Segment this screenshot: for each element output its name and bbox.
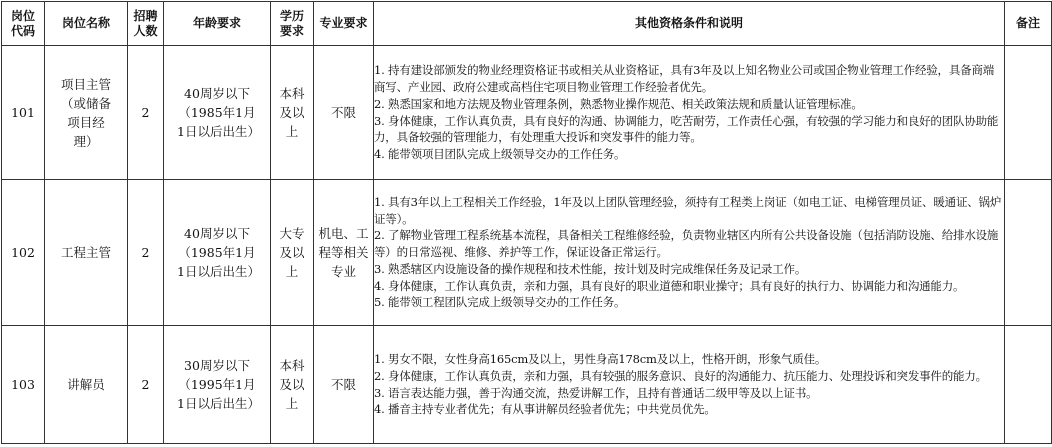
table-row <box>2 326 1052 444</box>
header-count: 招聘人数 <box>128 2 164 46</box>
cell-code: 101 <box>2 46 45 180</box>
table-row <box>2 46 1052 180</box>
cell-requirements <box>374 180 1005 326</box>
cell-age: 40周岁以下（1985年1月1日以后出生） <box>164 180 271 326</box>
header-edu: 学历要求 <box>271 2 314 46</box>
cell-major: 机电、工程等相关专业 <box>314 180 374 326</box>
cell-code: 102 <box>2 180 45 326</box>
cell-name: 讲解员 <box>45 326 128 444</box>
requirement-item: 3. 熟悉辖区内设施设备的操作规程和技术性能，按计划及时完成维保任务及记录工作。 <box>374 261 807 276</box>
header-name: 岗位名称 <box>45 2 128 46</box>
cell-count: 2 <box>128 180 164 326</box>
header-remark: 备注 <box>1005 2 1052 46</box>
cell-count: 2 <box>128 46 164 180</box>
cell-age: 40周岁以下（1985年1月1日以后出生） <box>164 46 271 180</box>
cell-code: 103 <box>2 326 45 444</box>
cell-major: 不限 <box>314 46 374 180</box>
cell-requirements <box>374 326 1005 444</box>
requirement-item: 2. 熟悉国家和地方法规及物业管理条例，熟悉物业操作规范、相关政策法规和质量认证管理标准。 <box>374 96 863 111</box>
cell-major: 不限 <box>314 326 374 444</box>
cell-remark <box>1005 46 1052 180</box>
requirement-item: 4. 能带领项目团队完成上级领导交办的工作任务。 <box>374 147 626 162</box>
cell-count: 2 <box>128 326 164 444</box>
cell-name: 项目主管（或储备项目经理） <box>45 46 128 180</box>
header-major: 专业要求 <box>314 2 374 46</box>
cell-edu: 本科及以上 <box>271 326 314 444</box>
requirement-item: 3. 语言表达能力强，善于沟通交流，热爱讲解工作，且持有普通话二级甲等及以上证书。 <box>374 385 818 400</box>
header-age: 年龄要求 <box>164 2 271 46</box>
requirement-item: 1. 具有3年以上工程相关工作经验，1年及以上团队管理经验，须持有工程类上岗证（如电工证、电梯管理员证、暖通证、锅炉证等）。 <box>374 194 1002 226</box>
cell-requirements <box>374 46 1005 180</box>
header-other: 其他资格条件和说明 <box>374 2 1005 46</box>
requirement-item: 1. 持有建设部颁发的物业经理资格证书或相关从业资格证，具有3年及以上知名物业公司或国企物业管理工作经验，具备商端商写、产业园、政府公建或高档住宅项目物业管理工作经验者优先。 <box>374 63 995 94</box>
cell-edu: 大专及以上 <box>271 180 314 326</box>
cell-remark <box>1005 326 1052 444</box>
requirement-item: 4. 播音主持专业者优先；有从事讲解员经验者优先；中共党员优先。 <box>374 402 716 417</box>
requirement-item: 4. 身体健康，工作认真负责，亲和力强，具有良好的职业道德和职业操守；具有良好的执行力、协调能力和沟通能力。 <box>374 278 965 293</box>
cell-remark <box>1005 180 1052 326</box>
recruitment-table <box>1 1 1052 444</box>
cell-age: 30周岁以下（1995年1月1日以后出生） <box>164 326 271 444</box>
header-code: 岗位代码 <box>2 2 45 46</box>
table-row <box>2 180 1052 326</box>
header-row <box>2 2 1052 46</box>
requirement-item: 1. 男女不限，女性身高165cm及以上，男性身高178cm及以上，性格开朗，形象气质佳。 <box>374 351 827 366</box>
cell-edu: 本科及以上 <box>271 46 314 180</box>
requirement-item: 3. 身体健康，工作认真负责，具有良好的沟通、协调能力，吃苦耐劳，工作责任心强，有较强的学习能力和良好的团队协助能力，具备较强的管理能力，有处理重大投诉和突发事件的能力等。 <box>374 113 999 145</box>
cell-name: 工程主管 <box>45 180 128 326</box>
requirement-item: 2. 了解物业管理工程系统基本流程，具备相关工程维修经验，负责物业辖区内所有公共设备设施（包括消防设施、给排水设施等）的日常巡视、维修、养护等工作，保证设备正常运行。 <box>374 228 999 260</box>
requirement-item: 5. 能带领工程团队完成上级领导交办的工作任务。 <box>374 295 626 310</box>
requirement-item: 2. 身体健康，工作认真负责，亲和力强，具有较强的服务意识、良好的沟通能力、抗压能力、处理投诉和突发事件的能力。 <box>374 368 987 383</box>
